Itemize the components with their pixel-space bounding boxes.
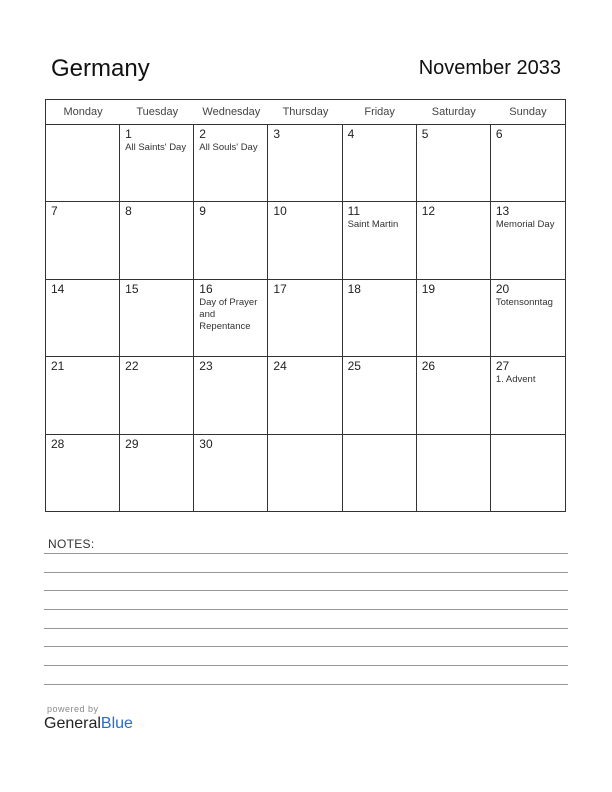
day-cell	[343, 125, 417, 202]
day-cell	[417, 357, 491, 434]
weekday-header-row	[46, 100, 565, 125]
note-line	[44, 684, 568, 685]
day-number: 26	[421, 359, 436, 374]
day-cell	[46, 280, 120, 357]
day-number: 9	[199, 204, 206, 219]
brand-blue-text: Blue	[100, 715, 133, 732]
day-cell	[46, 202, 120, 279]
day-number: 1	[125, 127, 132, 141]
day-number: 11	[347, 204, 361, 219]
holiday-label: Memorial Day	[495, 219, 555, 231]
day-cell	[417, 202, 491, 279]
day-number: 7	[51, 204, 58, 219]
day-cell	[120, 280, 194, 357]
day-cell	[120, 125, 194, 202]
day-cell	[120, 435, 194, 512]
day-cell	[268, 125, 342, 202]
holiday-label: 1. Advent	[495, 374, 536, 386]
weekday-header-wednesday: Wednesday	[202, 106, 261, 118]
day-number: 23	[199, 359, 213, 374]
day-cell	[268, 357, 342, 434]
weekday-header-tuesday: Tuesday	[136, 106, 179, 118]
day-cell	[417, 125, 491, 202]
day-number: 4	[347, 127, 355, 141]
day-cell	[343, 280, 417, 357]
brand-general-text: General	[44, 715, 101, 732]
day-number: 24	[273, 359, 287, 374]
day-number: 18	[347, 281, 361, 296]
day-cell	[491, 280, 565, 357]
day-cell	[194, 202, 268, 279]
day-number: 13	[495, 204, 510, 219]
day-number: 20	[495, 281, 510, 296]
day-number: 8	[125, 204, 132, 219]
day-cell	[491, 357, 565, 434]
day-cell	[194, 435, 268, 512]
day-cell	[491, 435, 565, 512]
day-number: 25	[347, 359, 361, 374]
holiday-label: Saint Martin	[347, 219, 399, 231]
weekday-header-sunday: Sunday	[509, 106, 547, 118]
day-number: 16	[199, 281, 213, 296]
month-year-title: November 2033	[418, 57, 561, 79]
day-number: 17	[273, 281, 287, 296]
holiday-label: Totensonntag	[495, 296, 553, 308]
day-number: 27	[495, 359, 510, 374]
weekday-header-monday: Monday	[63, 106, 103, 118]
brand-footer	[44, 704, 133, 734]
holiday-label: Day of Prayer and Repentance	[199, 296, 258, 332]
day-cell	[491, 125, 565, 202]
day-number: 29	[125, 436, 139, 451]
day-number: 14	[51, 281, 65, 296]
day-cell	[343, 435, 417, 512]
day-cell	[120, 202, 194, 279]
note-line	[44, 590, 568, 591]
day-number: 2	[199, 127, 206, 141]
day-number: 21	[51, 359, 65, 374]
day-cell	[417, 435, 491, 512]
day-cell	[194, 280, 268, 357]
day-cell	[194, 125, 268, 202]
day-number: 10	[273, 204, 287, 219]
holiday-label: All Saints' Day	[125, 142, 187, 153]
day-number: 19	[421, 281, 436, 296]
day-cell	[120, 357, 194, 434]
day-cell	[491, 202, 565, 279]
note-line	[44, 572, 568, 573]
day-cell	[417, 280, 491, 357]
day-number: 3	[273, 127, 281, 141]
day-cell	[343, 357, 417, 434]
weeks-grid	[46, 125, 565, 512]
day-cell	[268, 435, 342, 512]
day-number: 12	[421, 204, 436, 219]
day-number: 22	[125, 359, 139, 374]
note-line	[44, 646, 568, 647]
country-title: Germany	[51, 55, 150, 82]
day-cell	[194, 357, 268, 434]
note-line	[44, 628, 568, 629]
powered-by-text: powered by	[47, 704, 99, 714]
day-cell	[46, 435, 120, 512]
weekday-header-saturday: Saturday	[431, 106, 476, 118]
day-cell	[46, 125, 120, 202]
day-number: 30	[199, 436, 213, 451]
calendar-grid	[45, 99, 566, 512]
day-number: 28	[51, 436, 65, 451]
note-line	[44, 553, 568, 554]
day-cell	[268, 280, 342, 357]
notes-label: NOTES:	[48, 537, 95, 551]
note-line	[44, 609, 568, 610]
day-cell	[46, 357, 120, 434]
holiday-label: All Souls' Day	[199, 142, 258, 153]
day-cell	[268, 202, 342, 279]
day-number: 5	[421, 127, 429, 141]
weekday-header-friday: Friday	[364, 106, 395, 118]
day-cell	[343, 202, 417, 279]
day-number: 15	[125, 281, 139, 296]
weekday-header-thursday: Thursday	[282, 106, 329, 118]
brand-logo	[44, 715, 133, 732]
day-number: 6	[495, 127, 503, 141]
note-line	[44, 665, 568, 666]
